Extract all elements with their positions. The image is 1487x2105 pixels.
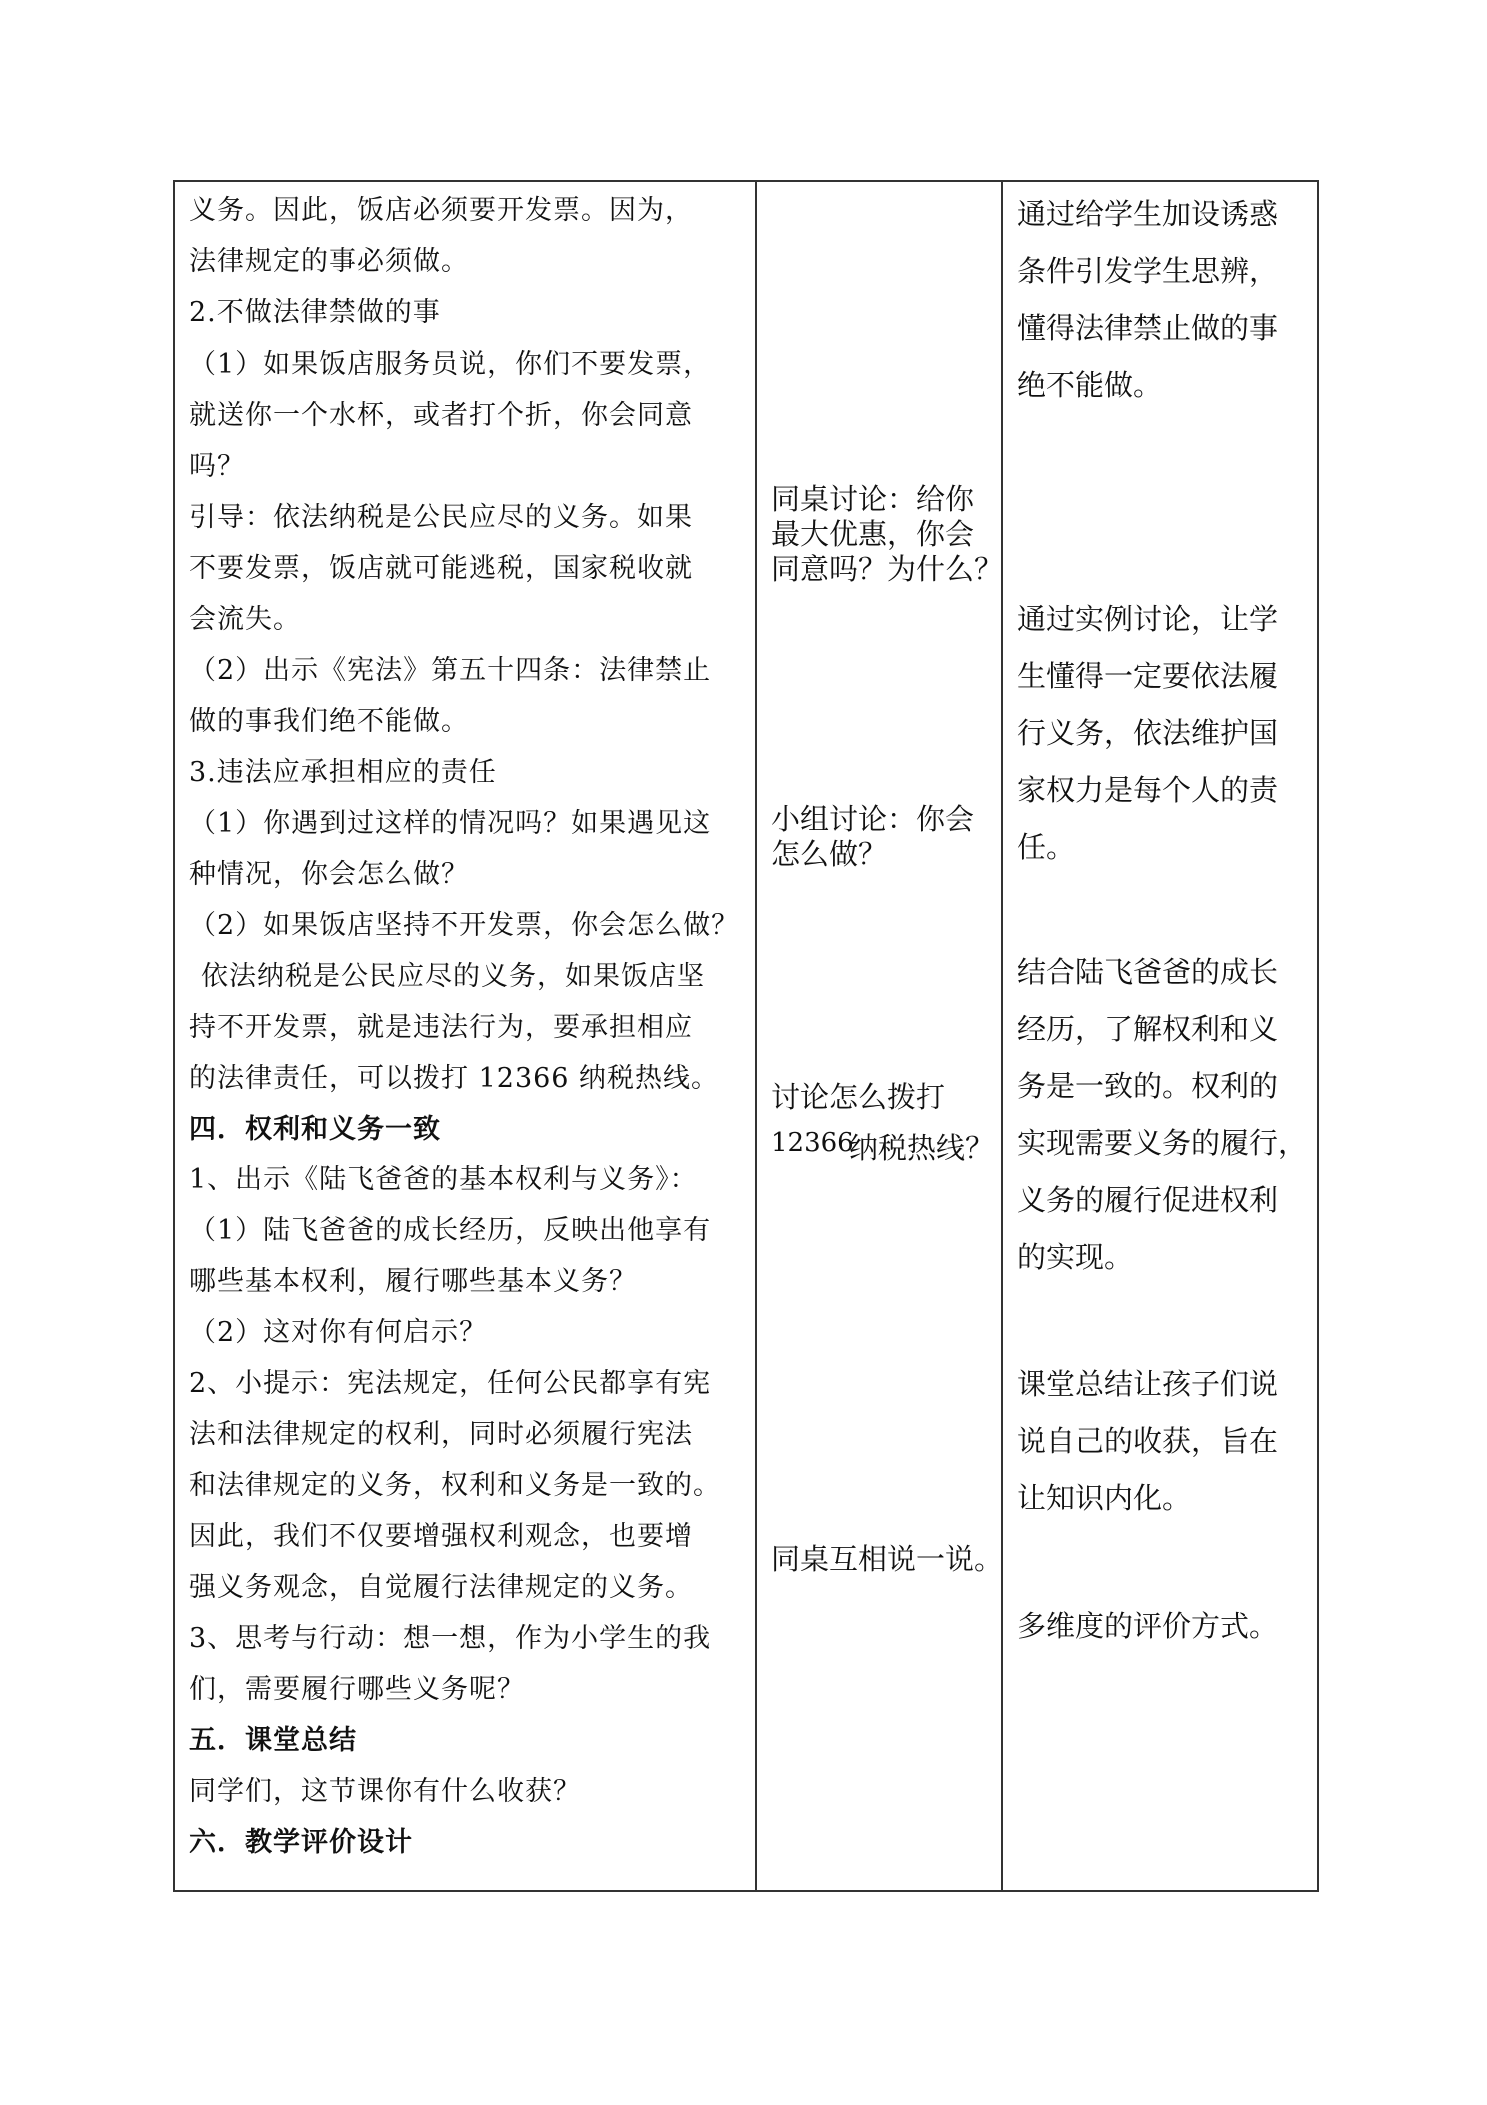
process-line: 就送你一个水杯，或者打个折，你会同意 [189,400,693,431]
process-line: 同学们，这节课你有什么收获？ [189,1776,581,1807]
process-line: 吗？ [189,451,245,482]
intent-line: 多维度的评价方式。 [1017,1609,1279,1643]
intent-line: 课堂总结让孩子们说 [1017,1367,1279,1401]
process-line: （2）出示《宪法》第五十四条：法律禁止 [189,655,712,686]
activity-line: 最大优惠，你会 [771,517,975,551]
process-line: 哪些基本权利，履行哪些基本义务？ [189,1266,637,1297]
process-line: 不要发票，饭店就可能逃税，国家税收就 [189,553,693,584]
process-line: 法和法律规定的权利，同时必须履行宪法 [189,1419,693,1450]
process-line: （2）这对你有何启示？ [189,1317,488,1348]
activity-line: 同桌互相说一说。 [771,1542,1004,1576]
activity-line: 纳税热线？ [849,1131,995,1165]
intent-line: 说自己的收获，旨在 [1017,1424,1279,1458]
process-line: 强义务观念，自觉履行法律规定的义务。 [189,1572,693,1603]
section-heading: 四．权利和义务一致 [189,1114,441,1145]
process-line: 义务。因此，饭店必须要开发票。因为， [189,195,693,226]
process-line: 和法律规定的义务，权利和义务是一致的。 [189,1470,721,1501]
process-line: （1）陆飞爸爸的成长经历，反映出他享有 [189,1215,712,1246]
intent-line: 家权力是每个人的责 [1017,773,1279,807]
intent-line: 务是一致的。权利的 [1017,1069,1279,1103]
section-heading: 五．课堂总结 [189,1725,357,1756]
section-heading: 六．教学评价设计 [189,1827,413,1858]
intent-line: 行义务，依法维护国 [1017,716,1279,750]
process-line: 会流失。 [189,604,301,635]
intent-line: 条件引发学生思辨， [1017,254,1279,288]
intent-line: 经历，了解权利和义 [1017,1012,1279,1046]
process-line: 的法律责任，可以拨打 12366 纳税热线。 [189,1063,720,1094]
process-line: 法律规定的事必须做。 [189,246,469,277]
process-line: 种情况，你会怎么做？ [189,859,469,890]
intent-line: 生懂得一定要依法履 [1017,659,1279,693]
activity-line: 小组讨论：你会 [771,802,975,836]
column-divider [1001,182,1003,1890]
intent-line: 任。 [1017,830,1076,864]
activity-line: 讨论怎么拨打 [771,1080,946,1114]
process-line: 持不开发票，就是违法行为，要承担相应 [189,1012,693,1043]
process-line: （2）如果饭店坚持不开发票，你会怎么做？ [189,910,740,941]
hotline-number: 12366 [771,1128,854,1158]
intent-line: 通过实例讨论，让学 [1017,602,1279,636]
intent-line: 实现需要义务的履行， [1017,1126,1308,1160]
intent-line: 的实现。 [1017,1240,1134,1274]
activity-line: 同桌讨论：给你 [771,482,975,516]
process-line: 2、小提示：宪法规定，任何公民都享有宪 [189,1368,712,1399]
process-line: 们，需要履行哪些义务呢？ [189,1674,525,1705]
process-line: 做的事我们绝不能做。 [189,706,469,737]
intent-line: 绝不能做。 [1017,368,1163,402]
intent-line: 懂得法律禁止做的事 [1017,311,1279,345]
process-line: 3.违法应承担相应的责任 [189,757,497,788]
process-line: 2.不做法律禁做的事 [189,297,441,328]
activity-line: 同意吗？为什么？ [771,552,1004,586]
intent-line: 通过给学生加设诱惑 [1017,197,1279,231]
process-line: 3、思考与行动：想一想，作为小学生的我 [189,1623,712,1654]
process-line: 1、出示《陆飞爸爸的基本权利与义务》： [189,1164,698,1195]
column-divider [755,182,757,1890]
process-line: （1）如果饭店服务员说，你们不要发票， [189,349,712,380]
process-line: （1）你遇到过这样的情况吗？如果遇见这 [189,808,712,839]
process-line: 依法纳税是公民应尽的义务，如果饭店坚 [201,961,705,992]
intent-line: 义务的履行促进权利 [1017,1183,1279,1217]
intent-line: 结合陆飞爸爸的成长 [1017,955,1279,989]
activity-line: 怎么做？ [771,837,888,871]
process-line: 因此，我们不仅要增强权利观念，也要增 [189,1521,693,1552]
lesson-table [173,180,1319,1892]
intent-line: 让知识内化。 [1017,1481,1192,1515]
process-line: 引导：依法纳税是公民应尽的义务。如果 [189,502,693,533]
